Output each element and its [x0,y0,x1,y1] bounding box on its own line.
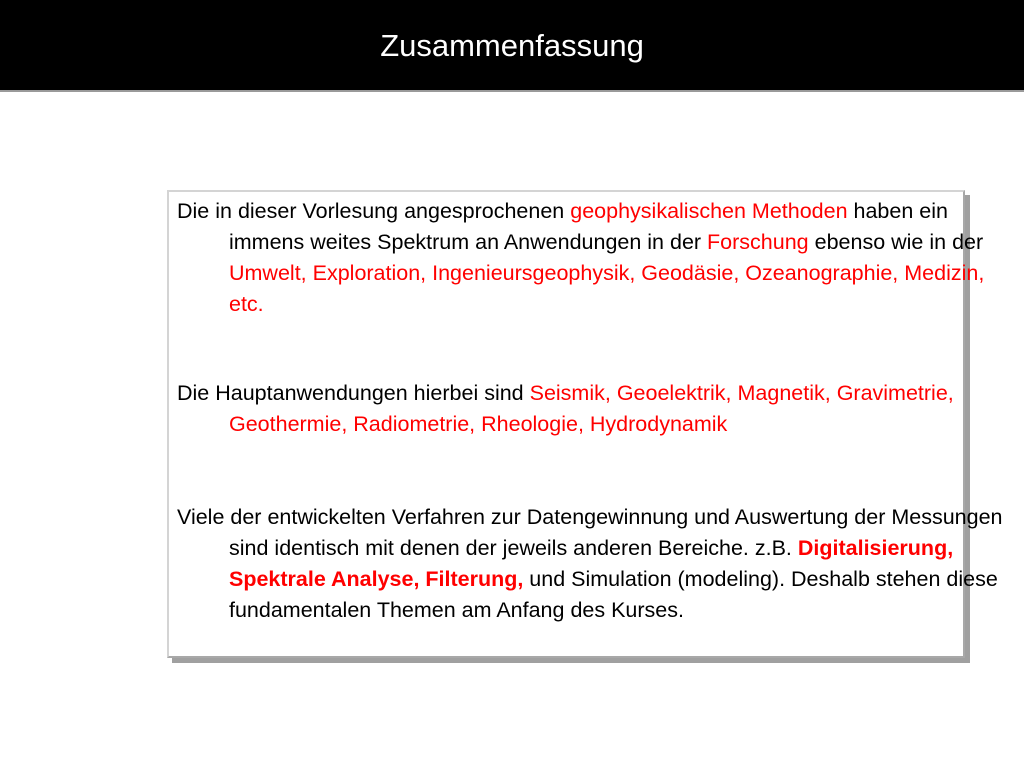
paragraph-main-applications [177,378,1014,440]
paragraph-methods [177,502,1014,626]
text-segment: ebenso wie in der [808,230,984,254]
highlight-research: Forschung [707,230,809,254]
paragraph-applications [177,196,1014,320]
text-segment: Viele der entwickelten Verfahren zur Datengewinnung und Auswertung der Messungen sind identisch mit denen der jeweils anderen Bereiche. z.B. [177,505,1003,560]
slide-title: Zusammenfassung [380,28,644,63]
highlight-methods: geophysikalischen Methoden [570,199,848,223]
text-segment: und Simulation (modeling). Deshalb stehen diese fundamentalen Themen am Anfang des Kurses. [229,567,998,622]
highlight-fields: Umwelt, Exploration, Ingenieursgeophysik, Geodäsie, Ozeanographie, Medizin, etc. [229,261,985,316]
text-segment: haben ein immens weites Spektrum an Anwendungen in der [229,199,948,254]
text-segment: Die Hauptanwendungen hierbei sind [177,381,530,405]
text-segment: Die in dieser Vorlesung angesprochenen [177,199,571,223]
summary-box [167,190,1003,658]
title-bar [0,0,1024,92]
highlight-techniques: Digitalisierung, Spektrale Analyse, Filterung, [229,536,954,591]
highlight-disciplines: Seismik, Geoelektrik, Magnetik, Gravimetrie, Geothermie, Radiometrie, Rheologie, Hydrodynamik [229,381,954,436]
